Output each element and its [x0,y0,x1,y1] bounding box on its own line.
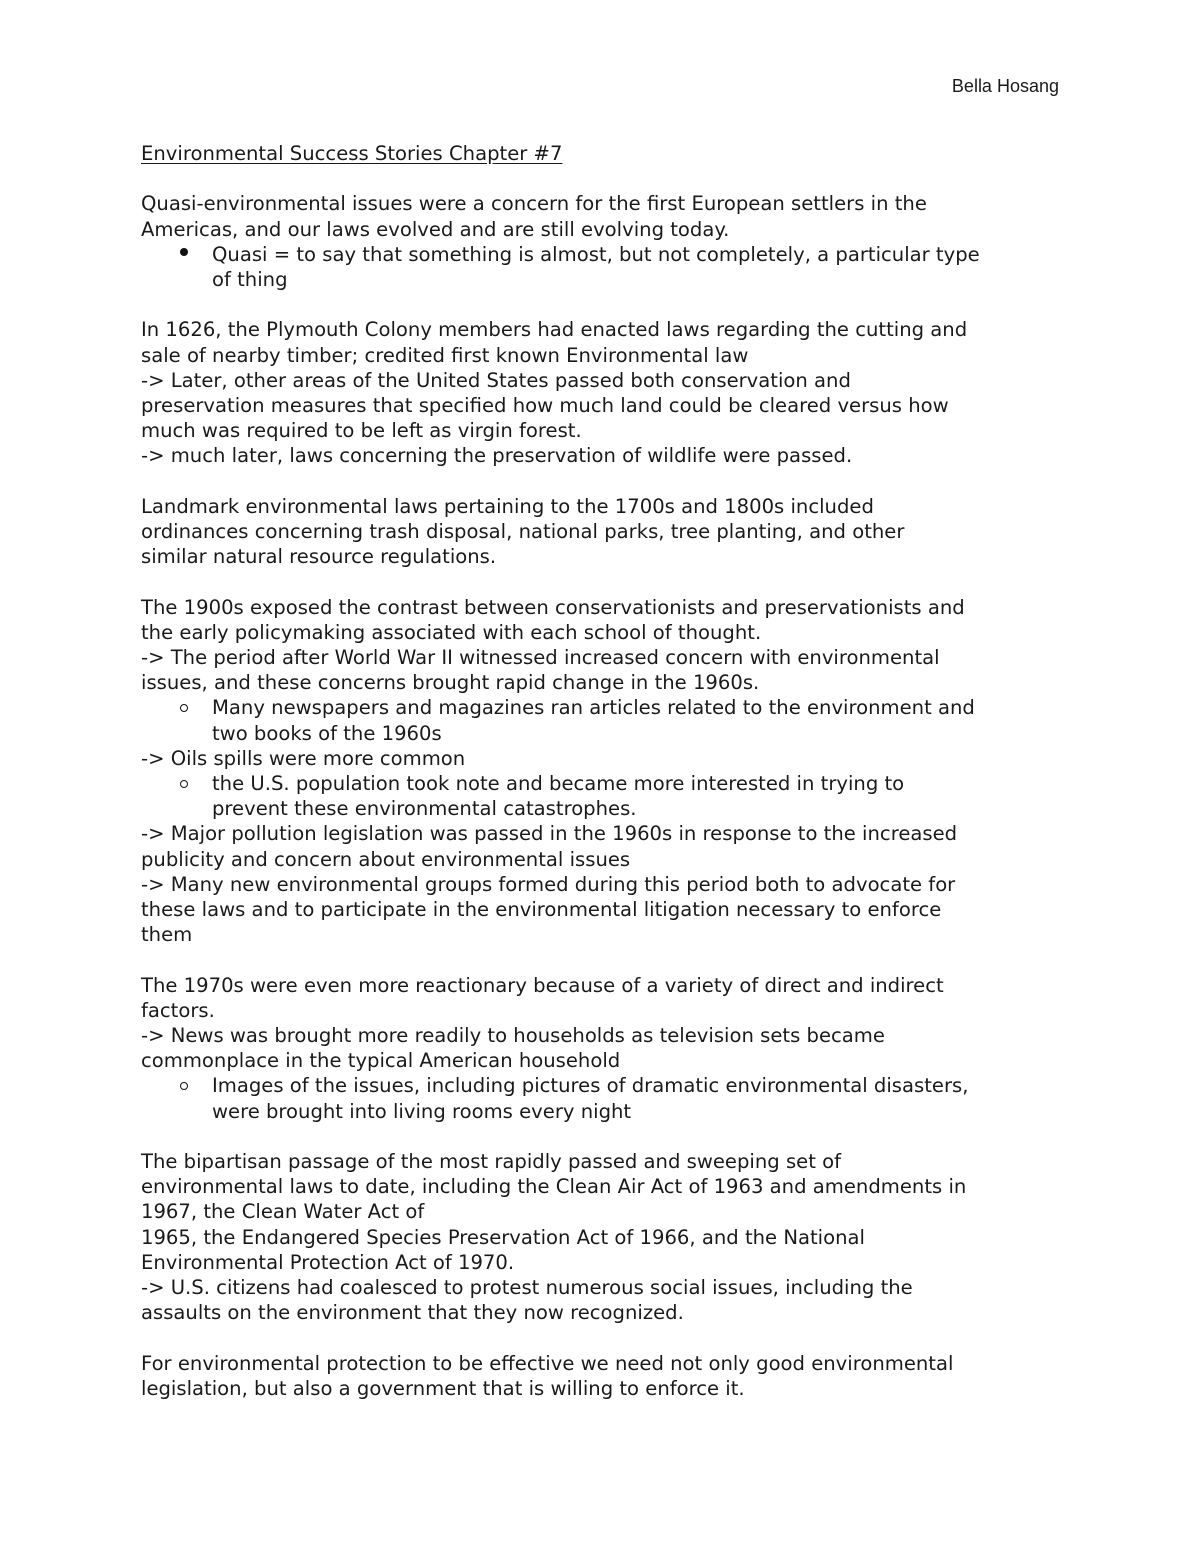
blank-line [141,569,1071,594]
paragraph-line [141,1376,1071,1401]
paragraph-line [141,847,1071,872]
paragraph-line [141,620,1071,645]
blank-line [141,1124,1071,1149]
bullet-text: were brought into living rooms every night [212,1099,632,1123]
paragraph-line [141,393,1071,418]
bullet-item [141,695,1071,720]
paragraph-line [141,418,1071,443]
paragraph-line [141,1149,1071,1174]
paragraph-line [141,1250,1071,1275]
paragraph-line [141,1351,1071,1376]
line-text: -> Major pollution legislation was passed in the 1960s in response to the increased [141,822,958,846]
paragraph-line [141,1275,1071,1300]
paragraph-line [141,897,1071,922]
line-text: The 1970s were even more reactionary because of a variety of direct and indirect [141,973,944,997]
line-text: these laws and to participate in the environmental litigation necessary to enforce [141,898,942,922]
paragraph-line [141,645,1071,670]
blank-line [141,1325,1071,1350]
paragraph-line [141,1199,1071,1224]
bullet-text: of thing [212,268,288,291]
line-text: similar natural resource regulations. [141,545,497,569]
paragraph-line [141,1048,1071,1073]
paragraph-line [141,1023,1071,1048]
paragraph-line [141,1300,1071,1325]
bullet-item [141,771,1071,796]
line-text: -> Many new environmental groups formed during this period both to advocate for [141,872,956,896]
line-text: ordinances concerning trash disposal, national parks, tree planting, and other [141,520,905,543]
line-text: -> U.S. citizens had coalesced to protest numerous social issues, including the [141,1276,913,1300]
bullet-continuation [141,1099,1071,1124]
bullet-item [141,242,1071,267]
paragraph-line [141,217,1071,242]
line-text: -> News was brought more readily to households as television sets became [141,1024,885,1048]
paragraph-line [141,443,1071,468]
line-text: Landmark environmental laws pertaining to the 1700s and 1800s included [141,494,874,518]
bullet-text: Quasi = to say that something is almost, but not completely, a particular type [212,242,980,266]
paragraph-line [141,191,1071,216]
line-text: Quasi-environmental issues were a concern for the first European settlers in the [141,192,927,216]
line-text: preservation measures that specified how much land could be cleared versus how [141,394,949,417]
blank-line [141,947,1071,972]
line-text: sale of nearby timber; credited first known Environmental law [141,343,749,367]
bullet-continuation [141,796,1071,821]
line-text: commonplace in the typical American household [141,1049,621,1073]
line-text: environmental laws to date, including the Clean Air Act of 1963 and amendments in [141,1175,967,1199]
line-text: them [141,923,193,947]
bullet-text: the U.S. population took note and became more interested in trying to [212,772,905,796]
bullet-continuation [141,267,1071,292]
paragraph-line [141,494,1071,519]
line-text: the early policymaking associated with each school of thought. [141,620,762,644]
paragraph-line [141,998,1071,1023]
blank-line [141,469,1071,494]
paragraph-line [141,368,1071,393]
document-lines [141,191,1071,1401]
paragraph-line [141,973,1071,998]
bullet-text: Images of the issues, including pictures of dramatic environmental disasters, [212,1074,969,1098]
document-body [141,141,1071,1401]
line-text: legislation, but also a government that is willing to enforce it. [141,1376,745,1400]
bullet-text: two books of the 1960s [212,721,442,745]
paragraph-line [141,922,1071,947]
line-text: issues, and these concerns brought rapid change in the 1960s. [141,671,760,695]
paragraph-line [141,544,1071,569]
paragraph-line [141,519,1071,544]
paragraph-line [141,872,1071,897]
line-text: -> Oils spills were more common [141,746,466,770]
paragraph-line [141,343,1071,368]
paragraph-line [141,746,1071,771]
paragraph-line [141,1225,1071,1250]
bullet-continuation [141,721,1071,746]
author-name: Bella Hosang [951,76,1059,96]
line-text: publicity and concern about environmental issues [141,847,631,871]
line-text: 1965, the Endangered Species Preservation Act of 1966, and the National [141,1225,865,1249]
line-text: Americas, and our laws evolved and are still evolving today. [141,217,730,241]
line-text: -> much later, laws concerning the preservation of wildlife were passed. [141,444,853,468]
line-text: -> The period after World War II witnessed increased concern with environmental [141,646,940,669]
paragraph-line [141,1174,1071,1199]
blank-line [141,292,1071,317]
document-title: Environmental Success Stories Chapter #7 [141,142,563,165]
line-text: Environmental Protection Act of 1970. [141,1250,515,1274]
blank-line [141,166,1071,191]
paragraph-line [141,670,1071,695]
bullet-item [141,1073,1071,1098]
line-text: The bipartisan passage of the most rapidly passed and sweeping set of [141,1150,842,1174]
line-text: much was required to be left as virgin forest. [141,419,582,443]
line-text: factors. [141,998,215,1022]
line-text: For environmental protection to be effective we need not only good environmental [141,1351,954,1375]
paragraph-line [141,595,1071,620]
paragraph-line [141,317,1071,342]
bullet-text: Many newspapers and magazines ran articles related to the environment and [212,696,975,720]
line-text: -> Later, other areas of the United States passed both conservation and [141,368,851,392]
line-text: 1967, the Clean Water Act of [141,1200,425,1224]
line-text: In 1626, the Plymouth Colony members had enacted laws regarding the cutting and [141,318,968,342]
line-text: assaults on the environment that they now recognized. [141,1301,684,1325]
paragraph-line [141,821,1071,846]
line-text: The 1900s exposed the contrast between conservationists and preservationists and [141,595,965,619]
bullet-text: prevent these environmental catastrophes. [212,797,637,821]
